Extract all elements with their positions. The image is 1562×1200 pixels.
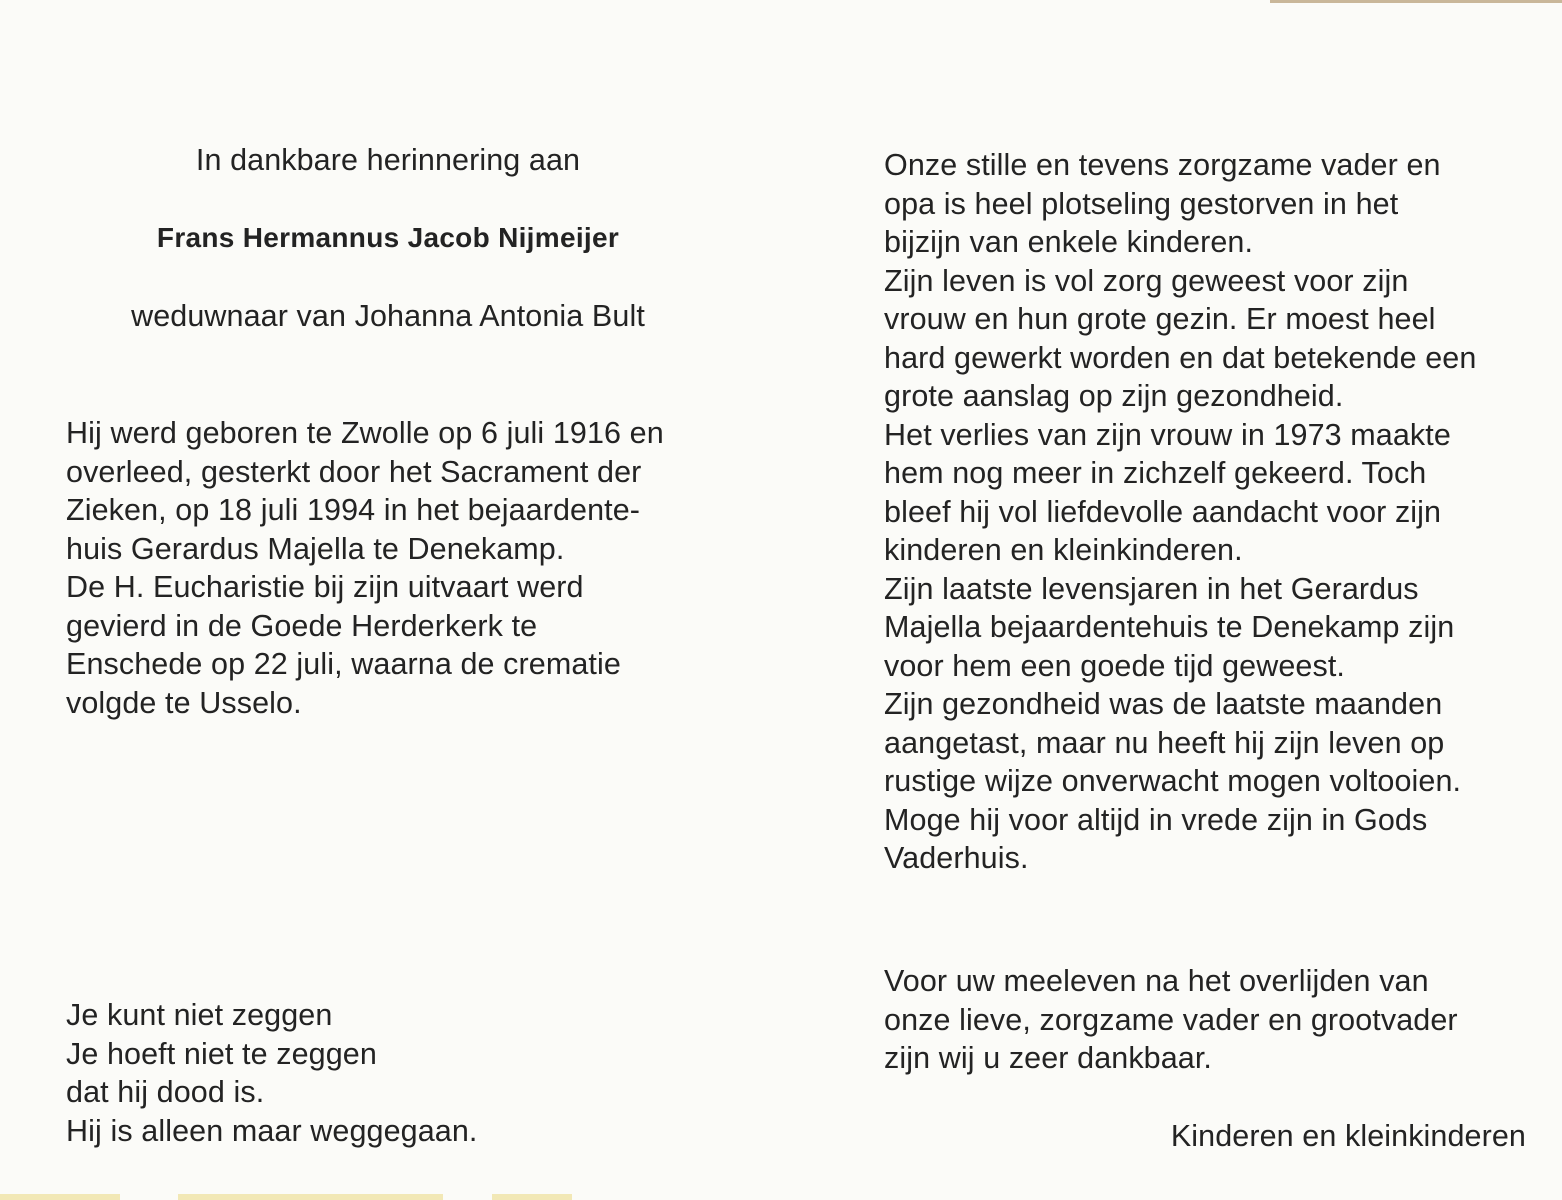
biography-line: Hij werd geboren te Zwolle op 6 juli 1916 en [66,416,664,450]
memorial-line: opa is heel plotseling gestorven in het [884,186,1399,221]
biography-line: Zieken, op 18 juli 1994 in het bejaardente- [66,493,641,527]
memorial-line: hard gewerkt worden en dat betekende een [884,340,1477,375]
memorial-line: Moge hij voor altijd in vrede zijn in Gods [884,802,1428,837]
memorial-line: Zijn laatste levensjaren in het Gerardus [884,571,1419,606]
widower-line: weduwnaar van Johanna Antonia Bult [131,299,645,333]
memorial-line: kinderen en kleinkinderen. [884,533,1243,567]
memorial-line: bleef hij vol liefdevolle aandacht voor zijn [884,494,1442,529]
deceased-name: Frans Hermannus Jacob Nijmeijer [156,222,620,253]
poem-line: dat hij dood is. [66,1075,265,1109]
memorial-line: voor hem een goede tijd geweest. [884,648,1345,683]
biography-line: huis Gerardus Majella te Denekamp. [66,531,565,566]
memorial-line: vrouw en hun grote gezin. Er moest heel [884,302,1436,336]
biography-line: volgde te Usselo. [66,685,302,720]
memorial-line: aangetast, maar nu heeft hij zijn leven op [884,725,1445,760]
memorial-line: hem nog meer in zichzelf gekeerd. Toch [884,456,1427,490]
memorial-line: grote aanslag op zijn gezondheid. [884,379,1344,413]
poem-line: Je hoeft niet te zeggen [66,1036,377,1071]
thanks-line: onze lieve, zorgzame vader en grootvader [884,1002,1458,1037]
memorial-line: Het verlies van zijn vrouw in 1973 maakte [884,417,1451,452]
thanks-line: zijn wij u zeer dankbaar. [884,1041,1213,1075]
memorial-line: Vaderhuis. [884,841,1029,875]
poem-line: Hij is alleen maar weggegaan. [66,1113,478,1148]
signature: Kinderen en kleinkinderen [1170,1119,1526,1153]
memorial-line: Onze stille en tevens zorgzame vader en [884,148,1441,182]
poem-line: Je kunt niet zeggen [66,998,333,1032]
biography-line: gevierd in de Goede Herderkerk te [66,608,538,643]
memorial-line: Zijn leven is vol zorg geweest voor zijn [884,263,1409,298]
scan-edge-top [1270,0,1562,3]
scan-edge-bottom [0,1194,900,1200]
memorial-line: bijzijn van enkele kinderen. [884,225,1254,259]
biography-line: De H. Eucharistie bij zijn uitvaart werd [66,570,584,604]
memorial-line: rustige wijze onverwacht mogen voltooien. [884,764,1462,798]
thanks-line: Voor uw meeleven na het overlijden van [884,964,1429,998]
biography-line: Enschede op 22 juli, waarna de crematie [66,647,621,681]
intro-line: In dankbare herinnering aan [195,143,581,177]
biography-line: overleed, gesterkt door het Sacrament der [66,454,642,489]
memorial-line: Zijn gezondheid was de laatste maanden [884,687,1443,721]
memorial-line: Majella bejaardentehuis te Denekamp zijn [884,610,1455,644]
